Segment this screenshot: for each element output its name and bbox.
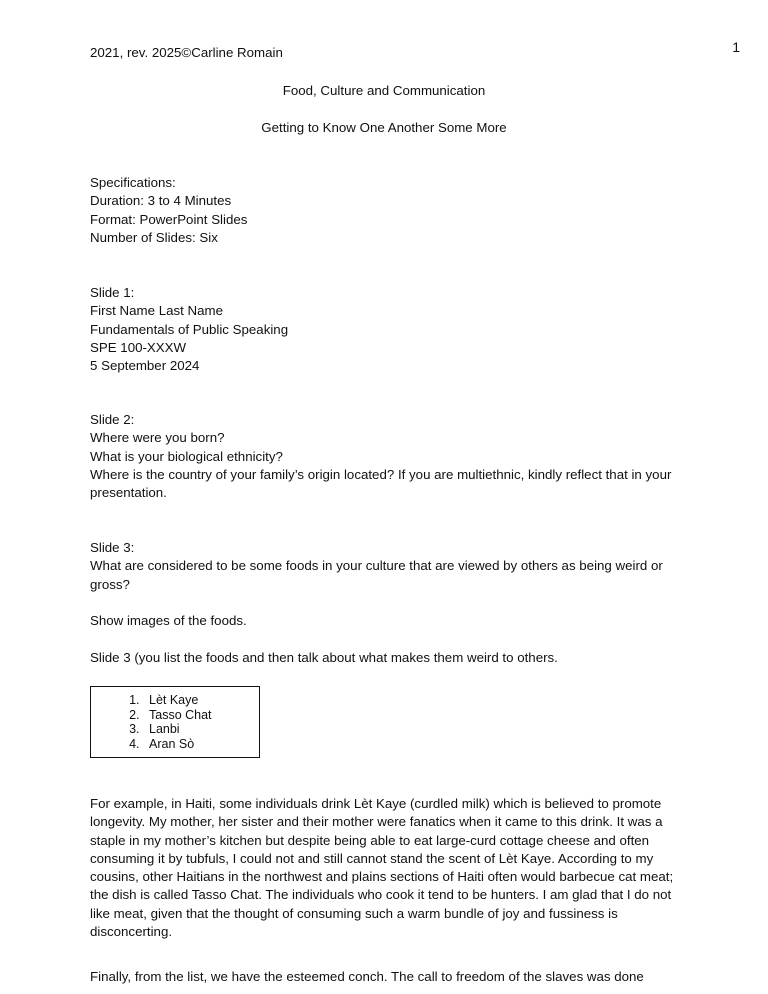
page-number: 1 <box>732 39 740 55</box>
spec-format: Format: PowerPoint Slides <box>90 211 248 227</box>
food-list-box <box>90 686 260 758</box>
food-list-item: 1. Lèt Kaye <box>143 693 259 708</box>
food-list-item: 4. Aran Sò <box>143 737 259 752</box>
slide3-heading: Slide 3: <box>90 540 135 555</box>
document-title: Food, Culture and Communication <box>282 83 486 98</box>
document-header: 2021, rev. 2025©Carline Romain <box>90 45 283 60</box>
slide1-heading: Slide 1: <box>90 285 135 300</box>
slide2-section <box>90 411 680 502</box>
specifications-section <box>90 174 680 247</box>
slide1-name: First Name Last Name <box>90 303 224 319</box>
food-list <box>91 693 259 751</box>
slide1-date: 5 September 2024 <box>90 358 200 374</box>
document-subtitle: Getting to Know One Another Some More <box>261 120 507 135</box>
slide3-question: What are considered to be some foods in your culture that are viewed by others as being weird or gross? <box>90 558 663 592</box>
specifications-heading: Specifications: <box>90 175 176 190</box>
slide1-course: Fundamentals of Public Speaking <box>90 321 289 337</box>
finally-paragraph: Finally, from the list, we have the esteemed conch. The call to freedom of the slaves was done <box>90 969 644 984</box>
example-paragraph: For example, in Haiti, some individuals drink Lèt Kaye (curdled milk) which is believed to promote longevity. My mother, her sister and their mother were fanatics when it came to this drink. It was a staple in my mother’s kitchen but despite being able to eat large-curd cottage cheese and often consuming it by tubfuls, I could not and still cannot stand the scent of Lèt Kaye. According to my cousins, other Haitians in the northwest and plains sections of Haiti often would barbecue cat meat; the dish is called Tasso Chat. The individuals who cook it tend to be hunters. I am glad that I do not like meat, given that the thought of consuming such a warm bundle of joy and fussiness is disconcerting. <box>90 796 674 940</box>
slide3-section <box>90 539 680 594</box>
slide1-section <box>90 284 680 375</box>
food-list-item: 2. Tasso Chat <box>143 708 259 723</box>
slide3-list-intro: Slide 3 (you list the foods and then talk about what makes them weird to others. <box>90 650 558 665</box>
slide1-section-code: SPE 100-XXXW <box>90 339 187 355</box>
slide2-heading: Slide 2: <box>90 412 135 427</box>
spec-duration: Duration: 3 to 4 Minutes <box>90 193 232 209</box>
food-list-item: 3. Lanbi <box>143 722 259 737</box>
show-images-instruction: Show images of the foods. <box>90 613 247 628</box>
slide2-question-ethnicity: What is your biological ethnicity? <box>90 448 283 464</box>
spec-slide-count: Number of Slides: Six <box>90 229 218 245</box>
slide2-question-origin: Where is the country of your family’s origin located? If you are multiethnic, kindly reflect that in your presentation. <box>90 466 672 501</box>
slide2-question-born: Where were you born? <box>90 430 225 446</box>
